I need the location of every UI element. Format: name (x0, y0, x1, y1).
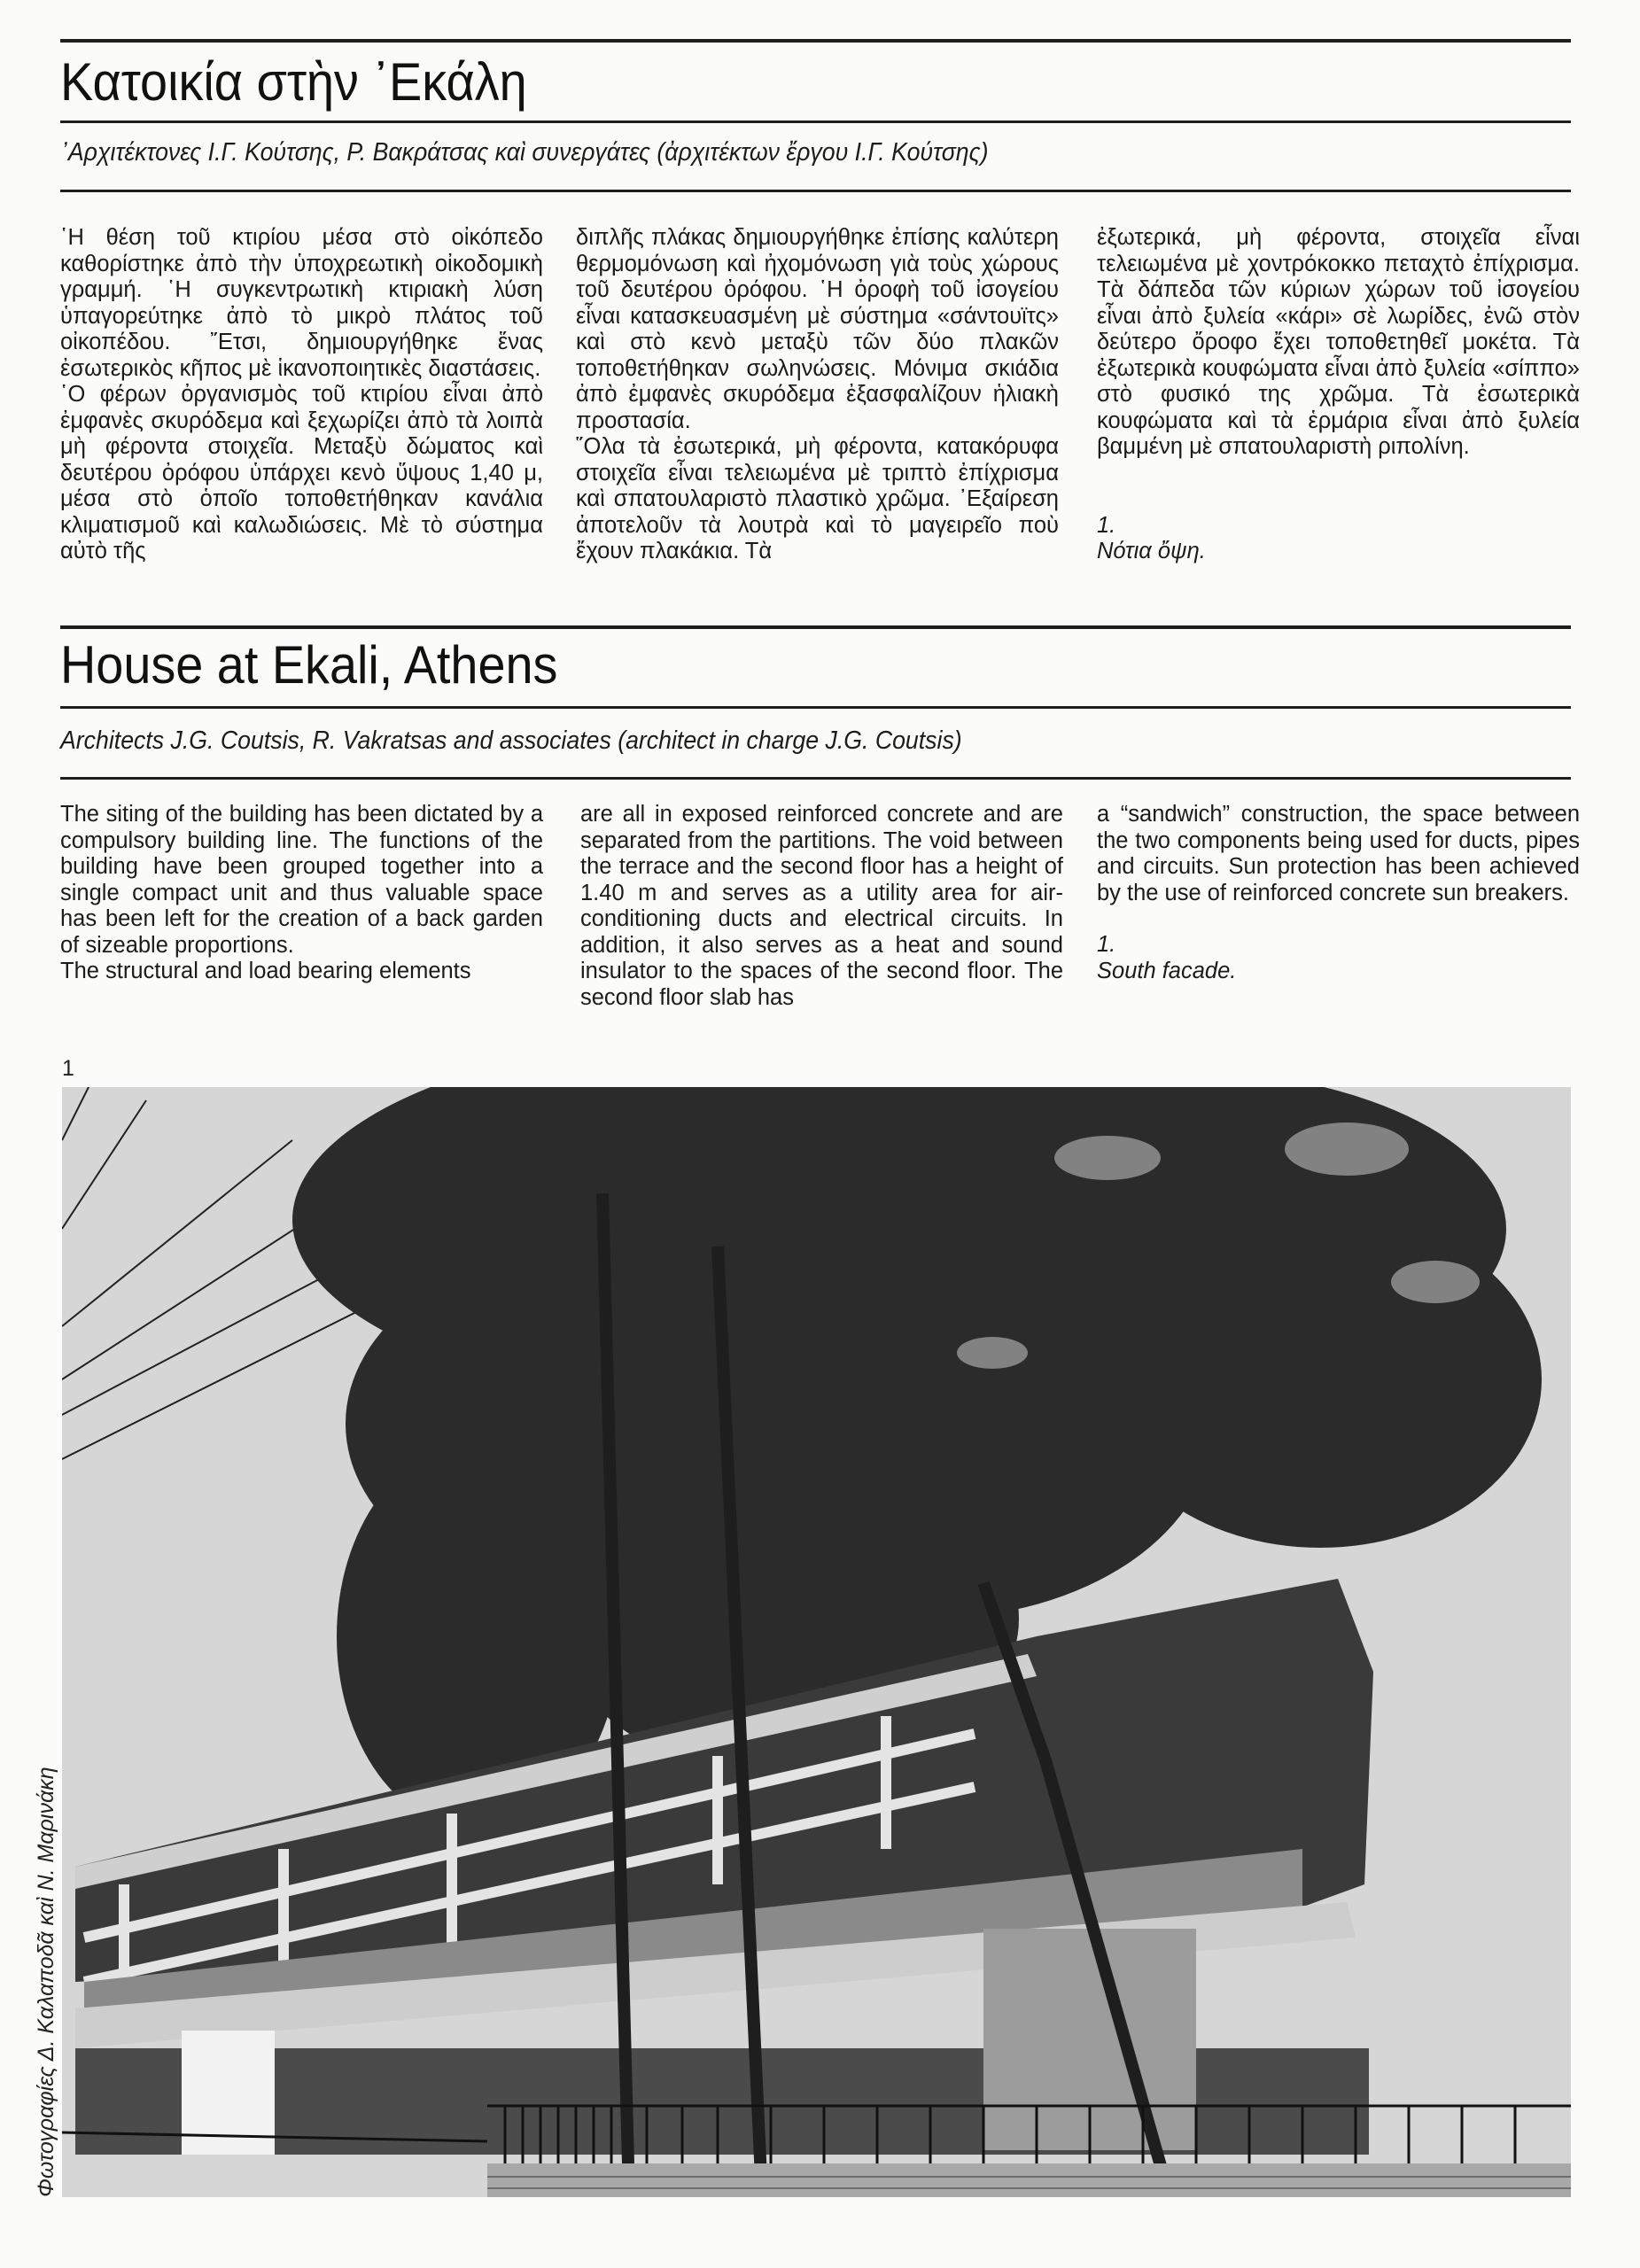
english-paragraph: a “sandwich” construction, the space between the two components being used for ducts, pipes and circuits. Sun protection has been achieved by the use of reinforced concrete sun breakers. (1097, 802, 1580, 905)
top-rule (60, 39, 1571, 43)
greek-column-1 (60, 225, 543, 565)
greek-paragraph: ῾Ο φέρων ὀργανισμὸς τοῦ κτιρίου εἶναι ἀπὸ ἐμφανὲς σκυρόδεμα καὶ ξεχωρίζει ἀπὸ τὰ λοιπὰ μὴ φέροντα στοιχεῖα. Μεταξὺ δώματος καὶ δευτέρου ὀρόφου ὑπάρχει κενὸ ὕψους 1,40 μ, μέσα στὸ ὁποῖο τοποθετήθηκαν κανάλια κλιματισμοῦ καὶ καλωδιώσεις. Μὲ τὸ σύστημα αὐτὸ τῆς (60, 382, 543, 563)
english-caption-number: 1. (1097, 932, 1116, 957)
english-column-3 (1097, 802, 1580, 984)
english-title: House at Ekali, Athens (60, 635, 558, 695)
english-architects: Architects J.G. Coutsis, R. Vakratsas and associates (architect in charge J.G. Coutsis) (60, 726, 962, 755)
english-paragraph: The structural and load bearing elements (60, 959, 471, 983)
greek-architects: ᾽Αρχιτέκτονες Ι.Γ. Κούτσης, Ρ. Βακράτσας καὶ συνεργάτες (ἀρχιτέκτων ἔργου Ι.Γ. Κούτσης) (60, 138, 989, 167)
greek-column-3 (1097, 225, 1580, 565)
greek-title: Κατοικία στὴν ᾽Εκάλη (60, 52, 527, 112)
english-architects-rule (60, 777, 1571, 780)
photo-illustration (62, 1087, 1571, 2197)
english-column-2 (580, 802, 1063, 1011)
english-paragraph: are all in exposed reinforced concrete and are separated from the partitions. The void between the terrace and the second floor has a height of 1.40 m and serves as a utility area for air-conditioning ducts and electrical circuits. In addition, it also serves as a heat and sound insulator to the spaces of the second floor. The second floor slab has (580, 802, 1063, 1010)
english-title-rule (60, 706, 1571, 709)
greek-paragraph: ῾Η θέση τοῦ κτιρίου μέσα στὸ οἰκόπεδο καθορίστηκε ἀπὸ τὴν ὑποχρεωτικὴ οἰκοδομικὴ γραμμή. ῾Η συγκεντρωτικὴ κτιριακὴ λύση ὑπαγορεύτηκε ἀπὸ τὸ μικρὸ πλάτος τοῦ οἰκοπέδου. ῎Ετσι, δημιουργήθηκε ἕνας ἐσωτερικὸς κῆπος μὲ ἱκανοποιητικὲς διαστάσεις. (60, 225, 543, 381)
english-top-rule (60, 625, 1571, 629)
greek-paragraph: ῞Ολα τὰ ἐσωτερικά, μὴ φέροντα, κατακόρυφα στοιχεῖα εἶναι τελειωμένα μὲ τριπτὸ ἐπίχρισμα καὶ σπατουλαριστὸ πλαστικὸ χρῶμα. ᾽Εξαίρεση ἀποτελοῦν τὰ λουτρὰ καὶ τὸ μαγειρεῖο ποὺ ἔχουν πλακάκια. Τὰ (576, 434, 1059, 563)
photo-credit: Φωτογραφίες Δ. Καλαποδᾶ καὶ Ν. Μαρινάκη (34, 1767, 58, 2197)
figure-number: 1 (62, 1056, 74, 1081)
english-column-1 (60, 802, 543, 985)
greek-title-rule (60, 120, 1571, 123)
english-caption-text: South facade. (1097, 958, 1237, 983)
greek-caption-number: 1. (1097, 512, 1116, 538)
house-photograph (62, 1087, 1571, 2197)
greek-column-2 (576, 225, 1059, 565)
greek-paragraph: διπλῆς πλάκας δημιουργήθηκε ἐπίσης καλύτερη θερμομόνωση καὶ ἠχομόνωση γιὰ τοὺς χώρους τοῦ δευτέρου ὀρόφου. ῾Η ὀροφὴ τοῦ ἰσογείου εἶναι κατασκευασμένη μὲ σύστημα «σάντουϊτς» καὶ στὸ κενὸ μεταξὺ τῶν δύο πλακῶν τοποθετήθηκαν σωληνώσεις. Μόνιμα σκιάδια ἀπὸ ἐμφανὲς σκυρόδεμα ἐξασφαλίζουν ἡλιακὴ προστασία. (576, 225, 1059, 433)
greek-paragraph: ἐξωτερικά, μὴ φέροντα, στοιχεῖα εἶναι τελειωμένα μὲ χοντρόκοκκο πεταχτὸ ἐπίχρισμα. Τὰ δάπεδα τῶν κύριων χώρων τοῦ ἰσογείου εἶναι ἀπὸ ξυλεία «κάρι» σὲ λωρίδες, ἐνῶ στὸν δεύτερο ὄροφο ἔχει τοποθετηθεῖ μοκέτα. Τὰ ἐξωτερικὰ κουφώματα εἶναι ἀπὸ ξυλεία «σίππο» στὸ φυσικό της χρῶμα. Τὰ ἐσωτερικὰ κουφώματα καὶ τὰ ἑρμάρια εἶναι ἀπὸ ξυλεία βαμμένη μὲ σπατουλαριστὴ ριπολίνη. (1097, 225, 1580, 459)
english-paragraph: The siting of the building has been dictated by a compulsory building line. The functions of the building have been grouped together into a single compact unit and thus valuable space has been left for the creation of a back garden of sizeable proportions. (60, 802, 543, 958)
greek-architects-rule (60, 190, 1571, 192)
greek-caption-text: Νότια ὄψη. (1097, 539, 1206, 563)
